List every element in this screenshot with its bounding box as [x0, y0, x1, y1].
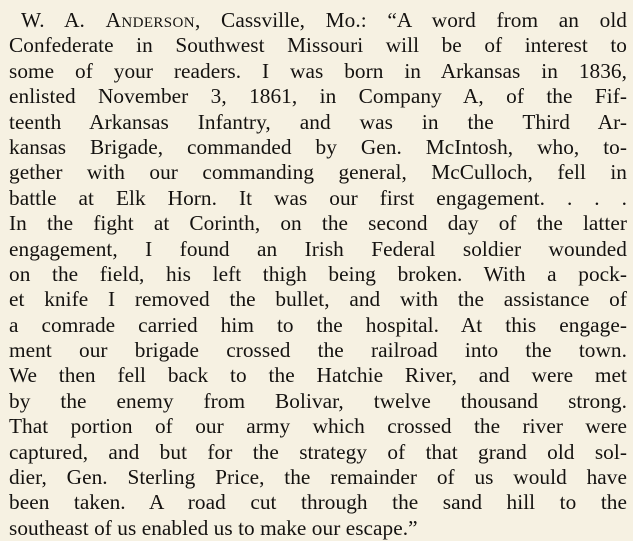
- text-line-4: enlisted November 3, 1861, in Company A, of the Fif-: [9, 84, 627, 109]
- article-paragraph: [9, 8, 627, 541]
- text-line-3: some of your readers. I was born in Arkansas in 1836,: [9, 58, 627, 83]
- text-line-2: Confederate in Southwest Missouri will be of interest to: [9, 33, 627, 58]
- author-initials: W. A.: [21, 8, 85, 32]
- author-surname: Anderson: [105, 8, 195, 32]
- text-line-17: That portion of our army which crossed the river were: [9, 414, 627, 439]
- text-line-10: engagement, I found an Irish Federal soldier wounded: [9, 236, 627, 261]
- text-line-14: ment our brigade crossed the railroad into the town.: [9, 338, 627, 363]
- text-line-8: battle at Elk Horn. It was our first engagement. . . .: [9, 185, 627, 210]
- text-line-15: We then fell back to the Hatchie River, and were met: [9, 363, 627, 388]
- text-line-11: on the field, his left thigh being broken. With a pock-: [9, 261, 627, 286]
- text-line-5: teenth Arkansas Infantry, and was in the Third Ar-: [9, 109, 627, 134]
- line-1-text: , Cassville, Mo.: “A word from an old: [195, 8, 627, 32]
- text-line-6: kansas Brigade, commanded by Gen. McIntosh, who, to-: [9, 134, 627, 159]
- text-line-20: been taken. A road cut through the sand hill to the: [9, 490, 627, 515]
- text-line-7: gether with our commanding general, McCulloch, fell in: [9, 160, 627, 185]
- text-line-18: captured, and but for the strategy of that grand old sol-: [9, 439, 627, 464]
- text-line-12: et knife I removed the bullet, and with the assistance of: [9, 287, 627, 312]
- text-line-9: In the fight at Corinth, on the second day of the latter: [9, 211, 627, 236]
- text-line-16: by the enemy from Bolivar, twelve thousand strong.: [9, 388, 627, 413]
- text-line-1: [9, 8, 627, 33]
- text-line-13: a comrade carried him to the hospital. At this engage-: [9, 312, 627, 337]
- text-line-21: southeast of us enabled us to make our escape.”: [9, 515, 418, 540]
- text-line-19: dier, Gen. Sterling Price, the remainder of us would have: [9, 465, 627, 490]
